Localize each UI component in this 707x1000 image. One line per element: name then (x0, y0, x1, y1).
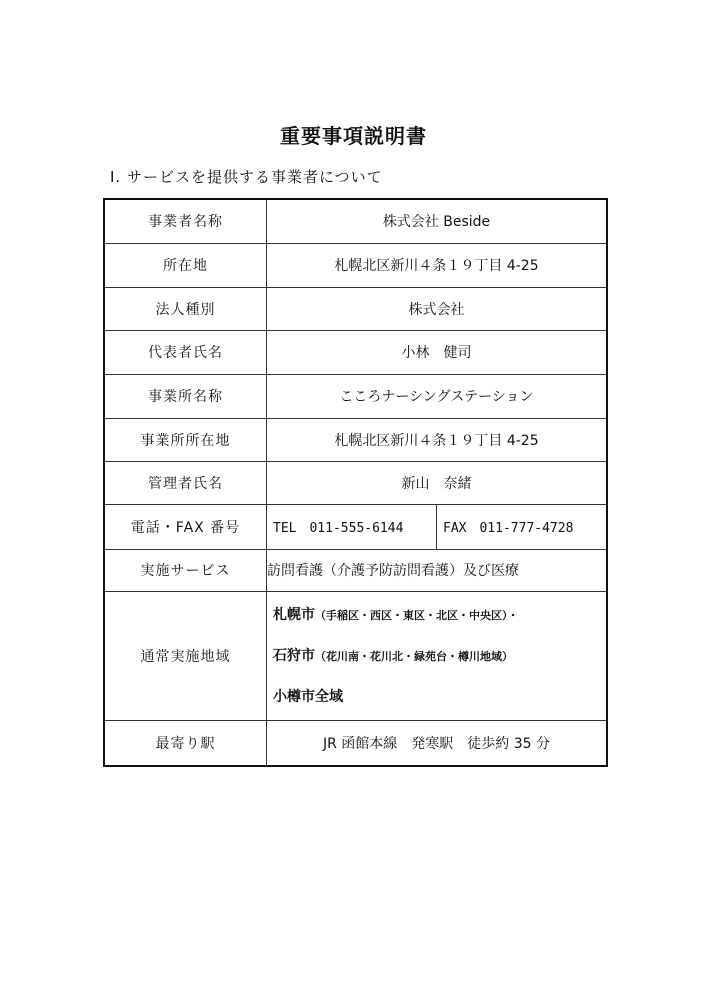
office-address-value: 札幌北区新川４条１９丁目 4-25 (267, 418, 608, 461)
office-name-value: こころナーシングステーション (267, 374, 608, 418)
service-label: 実施サービス (104, 549, 267, 591)
corp-type-label: 法人種別 (104, 287, 267, 330)
table-row-company-name (104, 199, 607, 243)
section-heading: Ⅰ. サービスを提供する事業者について (110, 168, 383, 186)
table-row-phone (104, 504, 607, 549)
manager-label: 管理者氏名 (104, 461, 267, 504)
table-row-address (104, 243, 607, 287)
area-detail-sapporo: （手稲区・西区・東区・北区・中央区）・ (315, 608, 519, 622)
tel-value: TEL 011-555-6144 (273, 521, 404, 536)
area-line-otaru: 小樽市全域 (273, 688, 343, 705)
phone-cell (267, 504, 608, 549)
provider-info-table (103, 198, 608, 767)
area-line-sapporo (267, 604, 606, 627)
phone-label: 電話・FAX 番号 (104, 504, 267, 549)
company-name-value: 株式会社 Beside (267, 199, 608, 243)
area-value (267, 591, 608, 720)
fax-value: FAX 011-777-4728 (436, 505, 606, 549)
table-row-office-name (104, 374, 607, 418)
document-title: 重要事項説明書 (280, 124, 427, 148)
area-label: 通常実施地域 (104, 591, 267, 720)
address-value: 札幌北区新川４条１９丁目 4-25 (267, 243, 608, 287)
address-label: 所在地 (104, 243, 267, 287)
station-value: JR 函館本線 発寒駅 徒歩約 35 分 (267, 720, 608, 766)
table-row-service (104, 549, 607, 591)
representative-value: 小林 健司 (267, 330, 608, 374)
table-row-manager (104, 461, 607, 504)
station-label: 最寄り駅 (104, 720, 267, 766)
table-row-office-address (104, 418, 607, 461)
table-row-area (104, 591, 607, 720)
table-row-representative (104, 330, 607, 374)
office-address-label: 事業所所在地 (104, 418, 267, 461)
representative-label: 代表者氏名 (104, 330, 267, 374)
office-name-label: 事業所名称 (104, 374, 267, 418)
company-name-label: 事業者名称 (104, 199, 267, 243)
area-city-ishikari: 石狩市 (273, 647, 315, 664)
service-value: 訪問看護（介護予防訪問看護）及び医療 (267, 549, 608, 591)
table-row-station (104, 720, 607, 766)
table-row-corp-type (104, 287, 607, 330)
area-detail-ishikari: （花川南・花川北・緑苑台・樽川地域） (315, 649, 513, 663)
area-line-ishikari (267, 645, 606, 668)
corp-type-value: 株式会社 (267, 287, 608, 330)
manager-value: 新山 奈緒 (267, 461, 608, 504)
area-city-sapporo: 札幌市 (273, 606, 315, 623)
